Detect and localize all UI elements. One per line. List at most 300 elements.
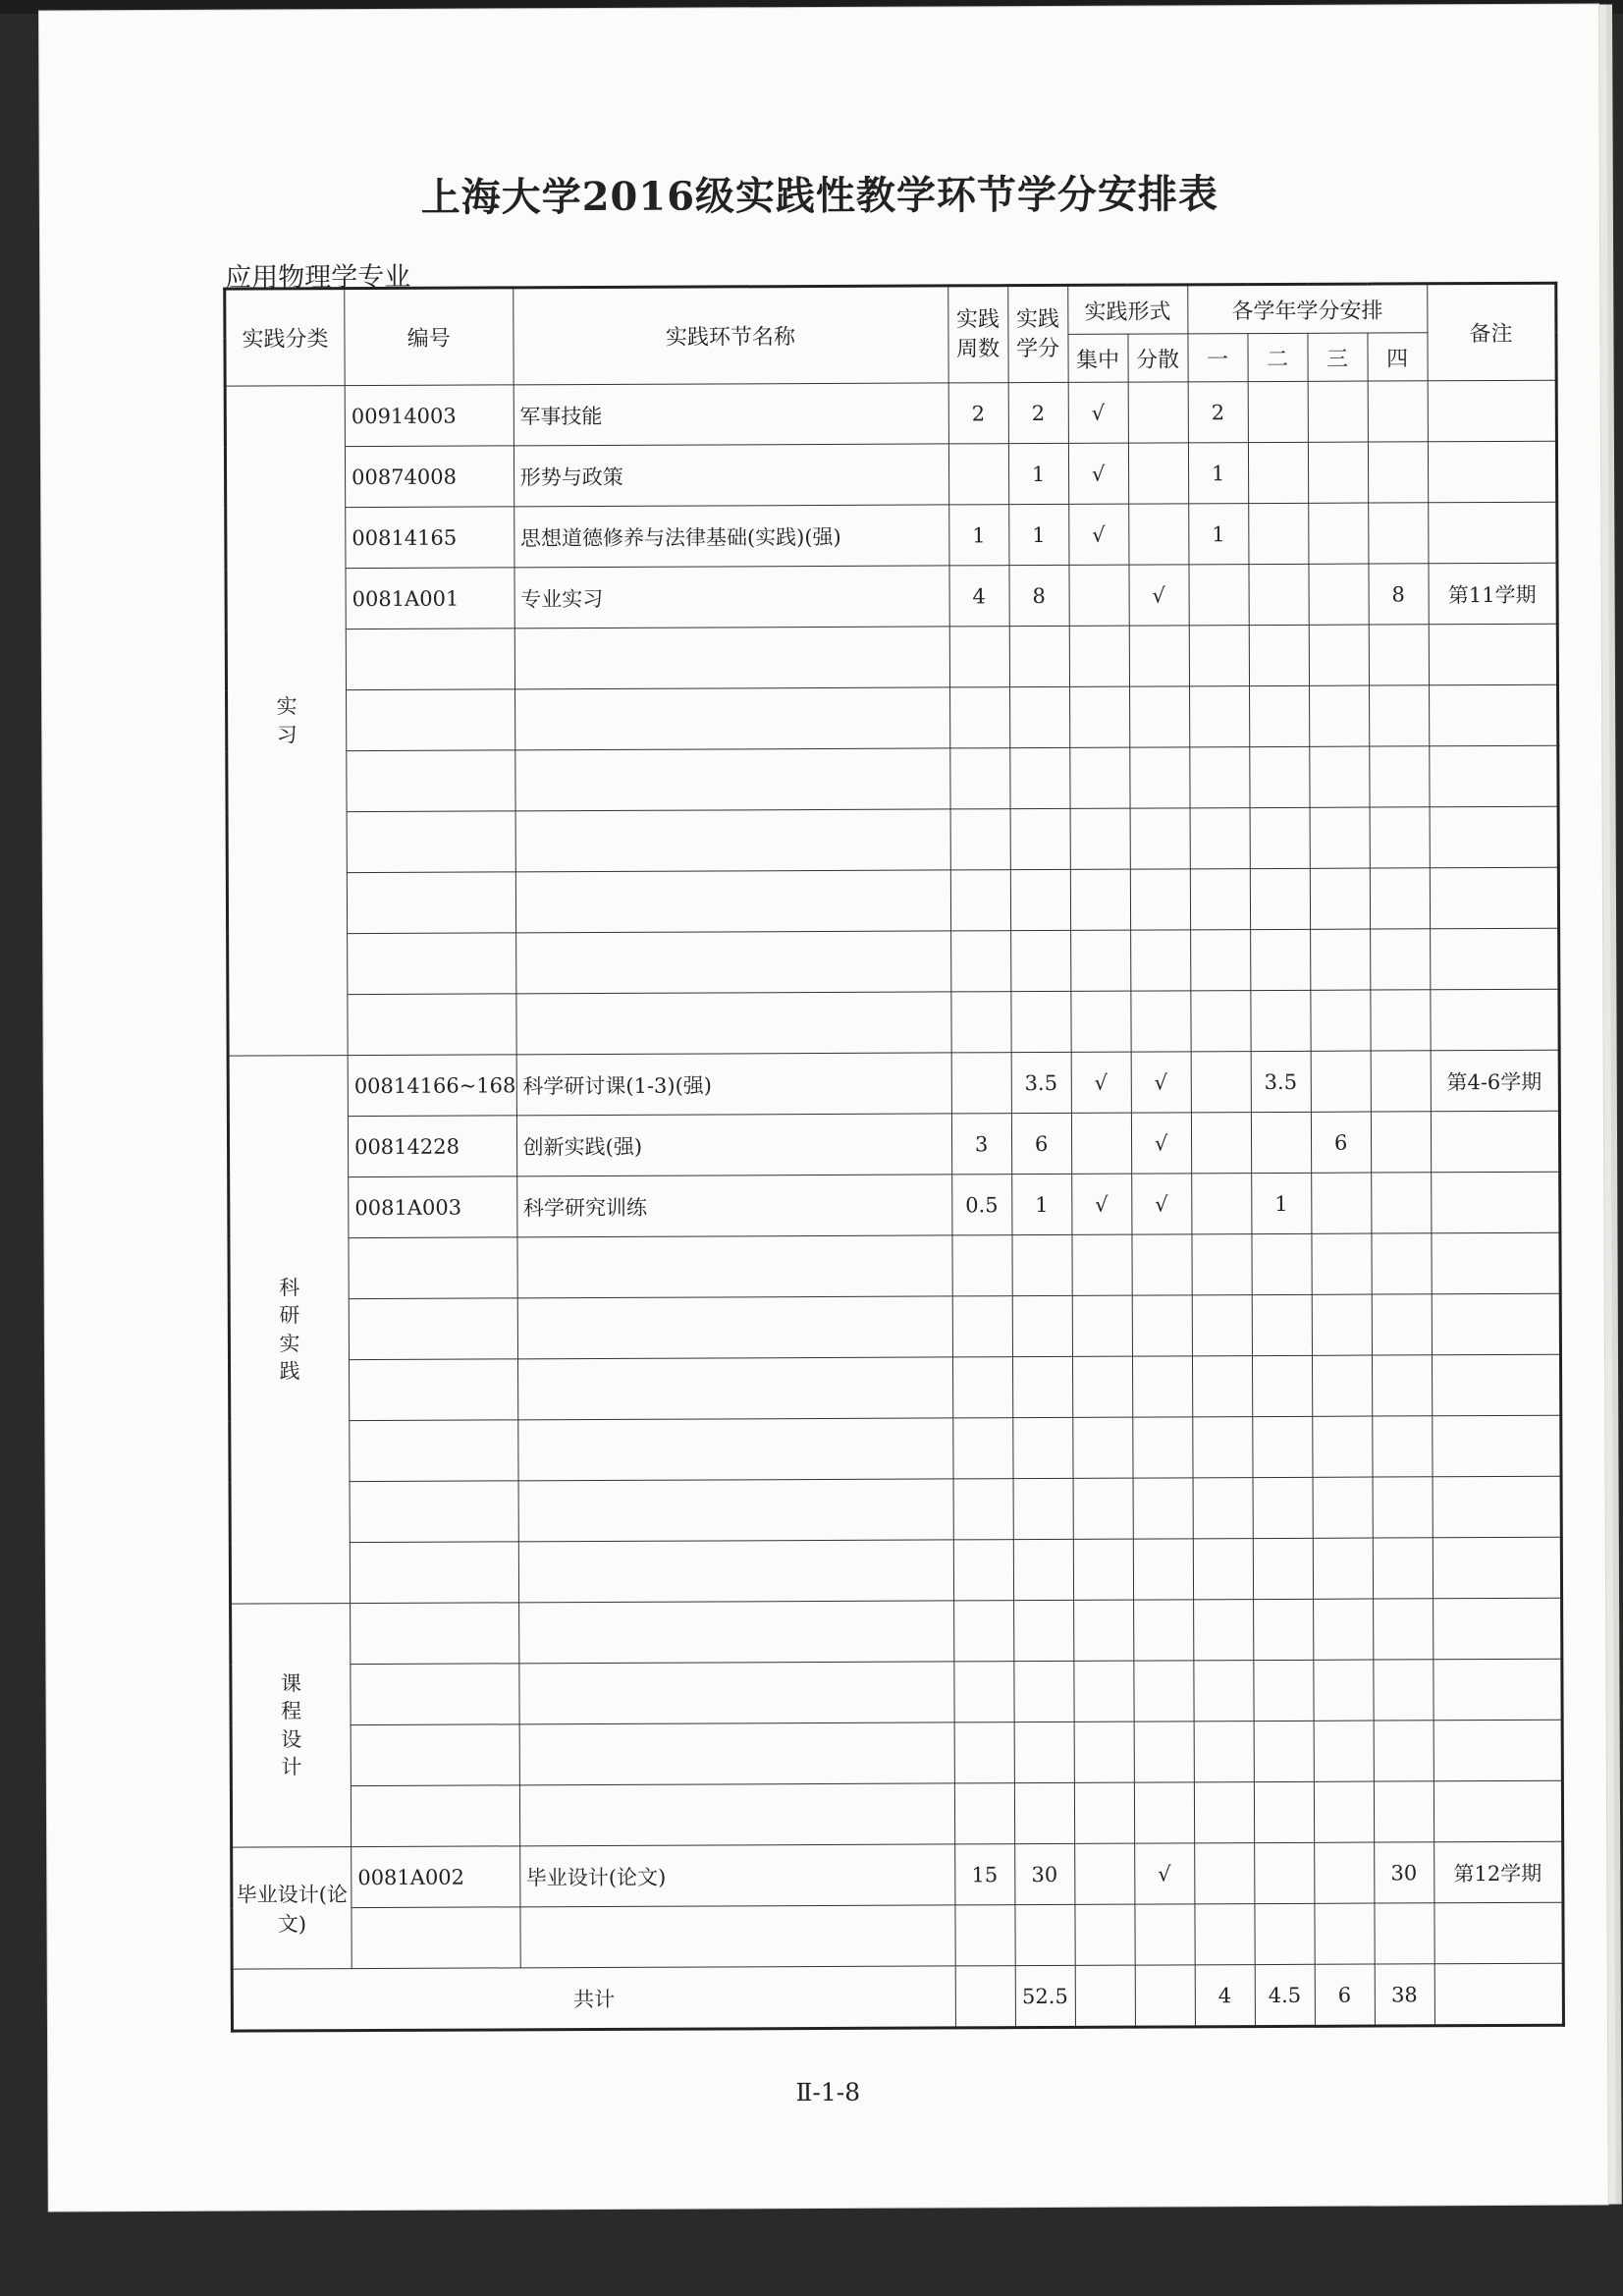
year2-credit xyxy=(1249,685,1309,746)
total-remarks xyxy=(1434,1963,1563,2026)
name-cell: 军事技能 xyxy=(514,383,948,446)
code-cell: 0081A001 xyxy=(346,568,514,629)
credits-cell xyxy=(1013,1661,1073,1722)
code-cell xyxy=(350,1542,518,1604)
weeks-cell xyxy=(953,1601,1013,1662)
year4-credit xyxy=(1375,1903,1434,1964)
code-cell: 00914003 xyxy=(345,385,514,447)
credits-cell: 1 xyxy=(1008,504,1068,565)
header-year-4: 四 xyxy=(1368,333,1428,381)
code-cell xyxy=(347,811,515,873)
weeks-cell xyxy=(949,627,1009,687)
code-cell xyxy=(347,750,515,812)
year4-credit xyxy=(1374,1781,1434,1842)
year1-credit xyxy=(1191,1174,1251,1234)
year4-credit xyxy=(1372,1294,1432,1355)
credits-cell xyxy=(1010,991,1070,1052)
year4-credit xyxy=(1369,746,1429,807)
name-cell xyxy=(519,1783,954,1846)
concentrated-check: √ xyxy=(1071,1174,1131,1234)
credits-cell xyxy=(1012,1417,1072,1478)
year3-credit xyxy=(1308,381,1368,442)
category-cell xyxy=(225,386,348,1057)
year1-credit xyxy=(1193,1661,1253,1722)
header-year-2: 二 xyxy=(1248,333,1308,381)
year2-credit xyxy=(1253,1660,1313,1721)
remarks-cell xyxy=(1433,1598,1561,1660)
remarks-cell xyxy=(1429,745,1557,807)
year2-credit xyxy=(1248,503,1308,564)
credits-cell xyxy=(1014,1782,1074,1843)
name-cell: 形势与政策 xyxy=(514,444,948,507)
concentrated-check xyxy=(1074,1843,1134,1904)
concentrated-check xyxy=(1069,747,1129,808)
year2-credit xyxy=(1254,1721,1314,1781)
year1-credit: 2 xyxy=(1188,382,1248,443)
year1-credit xyxy=(1192,1417,1252,1478)
remarks-cell xyxy=(1434,1720,1562,1781)
year4-credit xyxy=(1372,1355,1432,1416)
year2-credit xyxy=(1249,564,1309,625)
code-cell xyxy=(346,629,514,690)
table-row xyxy=(231,1780,1562,1847)
total-credits: 52.5 xyxy=(1015,1965,1075,2027)
year2-credit xyxy=(1252,1355,1312,1416)
code-cell: 0081A003 xyxy=(349,1176,517,1238)
table-row xyxy=(231,1659,1562,1725)
dispersed-check xyxy=(1132,1356,1192,1417)
year2-credit xyxy=(1253,1599,1313,1660)
total-weeks xyxy=(955,1966,1015,2028)
concentrated-check xyxy=(1070,991,1130,1052)
name-cell xyxy=(518,1479,953,1542)
dispersed-check xyxy=(1133,1539,1193,1600)
remarks-cell xyxy=(1431,1172,1559,1233)
year3-credit xyxy=(1310,990,1370,1051)
year3-credit xyxy=(1308,442,1368,503)
year1-credit: 1 xyxy=(1188,443,1248,504)
code-cell xyxy=(351,1603,519,1665)
weeks-cell xyxy=(950,931,1010,992)
header-weeks-line1: 实践 xyxy=(955,307,1001,333)
year2-credit xyxy=(1254,1781,1314,1842)
remarks-cell xyxy=(1428,380,1556,442)
year1-credit xyxy=(1192,1356,1252,1417)
document-page xyxy=(39,5,1608,2212)
year1-credit xyxy=(1191,1113,1251,1174)
year3-credit xyxy=(1313,1660,1373,1721)
credits-cell: 2 xyxy=(1008,382,1068,443)
table-row xyxy=(230,1476,1561,1543)
code-cell: 00814166~168 xyxy=(348,1055,516,1117)
name-cell: 创新实践(强) xyxy=(516,1114,951,1176)
name-cell: 毕业设计(论文) xyxy=(519,1844,954,1907)
credit-table xyxy=(223,282,1564,2033)
weeks-cell xyxy=(949,687,1009,748)
code-cell xyxy=(348,933,516,995)
year4-credit xyxy=(1369,685,1429,746)
name-cell: 科学研讨课(1-3)(强) xyxy=(516,1053,951,1116)
year3-credit xyxy=(1310,929,1370,990)
name-cell: 科学研究训练 xyxy=(516,1175,951,1237)
table-row xyxy=(226,502,1557,569)
dispersed-check: √ xyxy=(1134,1843,1194,1904)
year2-credit xyxy=(1252,1294,1312,1355)
year1-credit xyxy=(1191,1052,1251,1113)
code-cell: 0081A002 xyxy=(352,1846,520,1908)
dispersed-check xyxy=(1132,1234,1192,1295)
code-cell xyxy=(351,1664,519,1725)
weeks-cell xyxy=(953,1662,1013,1722)
year3-credit xyxy=(1309,564,1369,625)
year1-credit xyxy=(1190,808,1250,869)
header-credits-line1: 实践 xyxy=(1015,306,1060,332)
code-cell: 00874008 xyxy=(345,446,514,508)
weeks-cell xyxy=(948,444,1008,505)
name-cell xyxy=(514,748,949,811)
remarks-cell xyxy=(1432,1293,1560,1355)
year2-credit xyxy=(1248,442,1308,503)
year2-credit xyxy=(1253,1477,1313,1538)
remarks-cell xyxy=(1433,1537,1561,1599)
credits-cell xyxy=(1012,1295,1072,1356)
weeks-cell: 1 xyxy=(948,505,1008,566)
major-label: 应用物理学专业 xyxy=(225,261,411,294)
code-cell xyxy=(351,1785,519,1847)
table-row xyxy=(231,1720,1562,1786)
concentrated-check xyxy=(1072,1295,1132,1356)
year1-credit xyxy=(1189,747,1249,808)
year3-credit xyxy=(1312,1233,1372,1294)
table-row xyxy=(232,1902,1563,1969)
year3-credit: 6 xyxy=(1311,1112,1371,1173)
year2-credit xyxy=(1249,746,1309,807)
name-cell xyxy=(515,870,950,933)
name-cell xyxy=(514,687,949,750)
year2-credit xyxy=(1252,1416,1312,1477)
year2-credit: 1 xyxy=(1251,1173,1311,1233)
table-row xyxy=(227,684,1558,751)
year2-credit xyxy=(1252,1233,1312,1294)
year3-credit xyxy=(1314,1781,1374,1842)
remarks-cell xyxy=(1430,806,1558,868)
remarks-cell xyxy=(1428,502,1556,564)
dispersed-check xyxy=(1129,686,1189,747)
year1-credit xyxy=(1189,626,1249,686)
remarks-cell xyxy=(1431,1111,1559,1173)
name-cell xyxy=(515,809,950,872)
code-cell xyxy=(347,872,515,934)
remarks-cell: 第12学期 xyxy=(1434,1841,1562,1903)
year1-credit: 1 xyxy=(1188,504,1248,565)
total-y2: 4.5 xyxy=(1255,1964,1315,2026)
concentrated-check xyxy=(1074,1782,1134,1843)
credits-cell: 8 xyxy=(1009,565,1069,626)
table-row xyxy=(232,1841,1563,1908)
concentrated-check xyxy=(1069,626,1129,686)
total-y4: 38 xyxy=(1375,1964,1434,2026)
dispersed-check xyxy=(1130,808,1190,869)
concentrated-check xyxy=(1072,1356,1132,1417)
name-cell xyxy=(518,1662,953,1724)
header-row-1 xyxy=(225,283,1556,338)
dispersed-check: √ xyxy=(1131,1113,1191,1174)
category-label: 课程设计 xyxy=(280,1671,302,1779)
header-category: 实践分类 xyxy=(225,289,345,387)
credits-cell xyxy=(1010,808,1070,869)
weeks-cell xyxy=(949,748,1009,809)
year1-credit xyxy=(1194,1843,1254,1904)
dispersed-check xyxy=(1134,1782,1194,1843)
header-year-1: 一 xyxy=(1188,334,1248,382)
name-cell: 思想道德修养与法律基础(实践)(强) xyxy=(514,505,948,568)
name-cell xyxy=(517,1235,952,1298)
total-dispersed xyxy=(1135,1965,1195,2027)
code-cell: 00814228 xyxy=(348,1116,516,1177)
remarks-cell xyxy=(1432,1415,1560,1477)
code-cell xyxy=(347,689,515,751)
name-cell xyxy=(515,992,950,1055)
credits-cell xyxy=(1012,1234,1072,1295)
name-cell xyxy=(518,1540,953,1603)
header-weeks xyxy=(947,286,1007,383)
dispersed-check xyxy=(1133,1600,1193,1661)
weeks-cell xyxy=(952,1357,1012,1418)
remarks-cell xyxy=(1434,1902,1563,1964)
code-cell xyxy=(352,1907,520,1969)
concentrated-check xyxy=(1073,1600,1133,1661)
name-cell xyxy=(519,1722,954,1785)
remarks-cell xyxy=(1434,1780,1562,1842)
weeks-cell: 2 xyxy=(948,383,1008,444)
weeks-cell: 4 xyxy=(949,566,1009,627)
category-cell xyxy=(228,1056,350,1605)
year3-credit xyxy=(1314,1721,1374,1781)
year2-credit xyxy=(1251,1112,1311,1173)
dispersed-check xyxy=(1130,869,1190,930)
dispersed-check xyxy=(1130,991,1190,1052)
year3-credit xyxy=(1315,1903,1375,1964)
dispersed-check xyxy=(1128,504,1188,565)
year4-credit xyxy=(1369,625,1429,685)
header-years: 各学年学分安排 xyxy=(1187,284,1427,334)
header-year-3: 三 xyxy=(1308,333,1368,381)
code-cell xyxy=(350,1359,518,1421)
dispersed-check xyxy=(1128,382,1188,443)
name-cell xyxy=(517,1296,952,1359)
concentrated-check xyxy=(1073,1661,1133,1722)
remarks-cell xyxy=(1430,867,1558,929)
year1-credit xyxy=(1194,1782,1254,1843)
header-name: 实践环节名称 xyxy=(513,286,947,385)
table-row xyxy=(228,928,1559,995)
concentrated-check xyxy=(1074,1722,1134,1782)
name-cell: 专业实习 xyxy=(514,566,949,629)
year4-credit xyxy=(1368,381,1428,442)
table-row xyxy=(228,989,1559,1056)
dispersed-check: √ xyxy=(1131,1174,1191,1234)
year3-credit xyxy=(1312,1355,1372,1416)
year2-credit xyxy=(1250,929,1310,990)
dispersed-check xyxy=(1132,1295,1192,1356)
remarks-cell xyxy=(1432,1354,1560,1416)
credits-cell: 1 xyxy=(1008,443,1068,504)
category-label: 毕业设计(论文) xyxy=(236,1882,349,1936)
total-y3: 6 xyxy=(1315,1964,1375,2026)
code-cell xyxy=(350,1420,518,1482)
code-cell xyxy=(348,994,516,1056)
header-form: 实践形式 xyxy=(1067,285,1187,335)
year3-credit xyxy=(1309,685,1369,746)
table-row xyxy=(225,380,1556,447)
name-cell xyxy=(520,1905,955,1968)
remarks-cell xyxy=(1432,1232,1560,1294)
concentrated-check: √ xyxy=(1071,1052,1131,1113)
table-row xyxy=(230,1415,1561,1482)
category-label: 科研实践 xyxy=(279,1276,300,1384)
year3-credit xyxy=(1310,807,1370,868)
year4-credit xyxy=(1371,1051,1431,1112)
weeks-cell xyxy=(950,870,1010,931)
code-cell: 00814165 xyxy=(346,507,514,569)
credits-cell xyxy=(1013,1478,1073,1539)
table-row xyxy=(228,1050,1559,1117)
code-cell xyxy=(349,1298,517,1360)
year1-credit xyxy=(1195,1904,1255,1965)
total-y1: 4 xyxy=(1195,1965,1255,2027)
year3-credit xyxy=(1309,746,1369,807)
table-row xyxy=(230,1354,1561,1421)
year4-credit xyxy=(1370,868,1430,929)
year4-credit xyxy=(1374,1721,1434,1781)
weeks-cell: 0.5 xyxy=(951,1175,1011,1235)
year4-credit xyxy=(1371,1112,1431,1173)
concentrated-check xyxy=(1072,1417,1132,1478)
name-cell xyxy=(514,627,949,689)
total-concentrated xyxy=(1075,1965,1135,2027)
year1-credit xyxy=(1192,1234,1252,1295)
weeks-cell xyxy=(953,1540,1013,1601)
concentrated-check xyxy=(1070,808,1130,869)
remarks-cell: 第4-6学期 xyxy=(1431,1050,1559,1112)
code-cell xyxy=(351,1724,519,1786)
weeks-cell xyxy=(950,992,1010,1053)
dispersed-check: √ xyxy=(1131,1052,1191,1113)
year2-credit xyxy=(1254,1842,1314,1903)
year2-credit xyxy=(1250,990,1310,1051)
weeks-cell xyxy=(952,1235,1012,1296)
remarks-cell xyxy=(1433,1659,1561,1721)
credits-cell xyxy=(1012,1356,1072,1417)
remarks-cell xyxy=(1429,684,1557,746)
year2-credit xyxy=(1253,1538,1313,1599)
year3-credit xyxy=(1310,868,1370,929)
remarks-cell xyxy=(1430,989,1558,1051)
dispersed-check xyxy=(1135,1904,1195,1965)
year3-credit xyxy=(1311,1173,1371,1233)
name-cell xyxy=(515,931,950,994)
weeks-cell: 15 xyxy=(954,1844,1014,1905)
table-row xyxy=(227,867,1558,934)
table-row xyxy=(231,1598,1562,1665)
year4-credit xyxy=(1370,807,1430,868)
credits-cell xyxy=(1010,869,1070,930)
year1-credit xyxy=(1189,686,1249,747)
header-credits-line2: 学分 xyxy=(1016,336,1060,361)
concentrated-check xyxy=(1069,686,1129,747)
dispersed-check xyxy=(1130,930,1190,991)
year1-credit xyxy=(1192,1295,1252,1356)
table-row xyxy=(229,1232,1560,1299)
year1-credit xyxy=(1193,1600,1253,1661)
weeks-cell xyxy=(954,1722,1014,1783)
dispersed-check xyxy=(1133,1478,1193,1539)
year3-credit xyxy=(1313,1599,1373,1660)
dispersed-check xyxy=(1134,1722,1194,1782)
name-cell xyxy=(518,1601,953,1664)
year4-credit xyxy=(1372,1233,1432,1294)
category-cell xyxy=(231,1604,352,1848)
year2-credit xyxy=(1250,807,1310,868)
credits-cell xyxy=(1009,626,1069,686)
concentrated-check xyxy=(1073,1478,1133,1539)
table-row xyxy=(228,1111,1559,1177)
year4-credit xyxy=(1368,503,1428,564)
year2-credit xyxy=(1248,381,1308,442)
table-row xyxy=(229,1293,1560,1360)
remarks-cell xyxy=(1429,624,1557,685)
code-cell xyxy=(349,1237,517,1299)
year2-credit xyxy=(1250,868,1310,929)
weeks-cell xyxy=(954,1783,1014,1844)
name-cell xyxy=(517,1357,952,1420)
weeks-cell xyxy=(950,809,1010,870)
table-row xyxy=(227,806,1558,873)
weeks-cell xyxy=(952,1296,1012,1357)
dispersed-check xyxy=(1129,626,1189,686)
concentrated-check xyxy=(1072,1234,1132,1295)
table-row xyxy=(226,624,1557,690)
year4-credit: 8 xyxy=(1369,564,1429,625)
page-title: 上海大学2016级实践性教学环节学分安排表 xyxy=(420,171,1219,221)
year4-credit xyxy=(1373,1538,1433,1599)
year3-credit xyxy=(1313,1538,1373,1599)
year2-credit xyxy=(1255,1903,1315,1964)
table-row xyxy=(226,563,1557,629)
weeks-cell: 3 xyxy=(951,1114,1011,1175)
year3-credit xyxy=(1312,1416,1372,1477)
year1-credit xyxy=(1190,991,1250,1052)
table-row xyxy=(229,1172,1560,1238)
weeks-cell xyxy=(953,1479,1013,1540)
remarks-cell xyxy=(1430,928,1558,990)
dispersed-check xyxy=(1129,747,1189,808)
credits-cell xyxy=(1009,686,1069,747)
year1-credit xyxy=(1194,1722,1254,1782)
name-cell xyxy=(517,1418,952,1481)
year4-credit xyxy=(1370,929,1430,990)
table-row xyxy=(230,1537,1561,1604)
category-label: 实习 xyxy=(276,694,298,746)
year4-credit xyxy=(1372,1416,1432,1477)
year4-credit xyxy=(1368,442,1428,503)
credits-cell: 6 xyxy=(1011,1113,1071,1174)
page-number: Ⅱ-1-8 xyxy=(795,2077,861,2107)
year3-credit xyxy=(1308,503,1368,564)
year2-credit xyxy=(1249,625,1309,685)
weeks-cell xyxy=(955,1905,1015,1966)
concentrated-check xyxy=(1069,565,1129,626)
